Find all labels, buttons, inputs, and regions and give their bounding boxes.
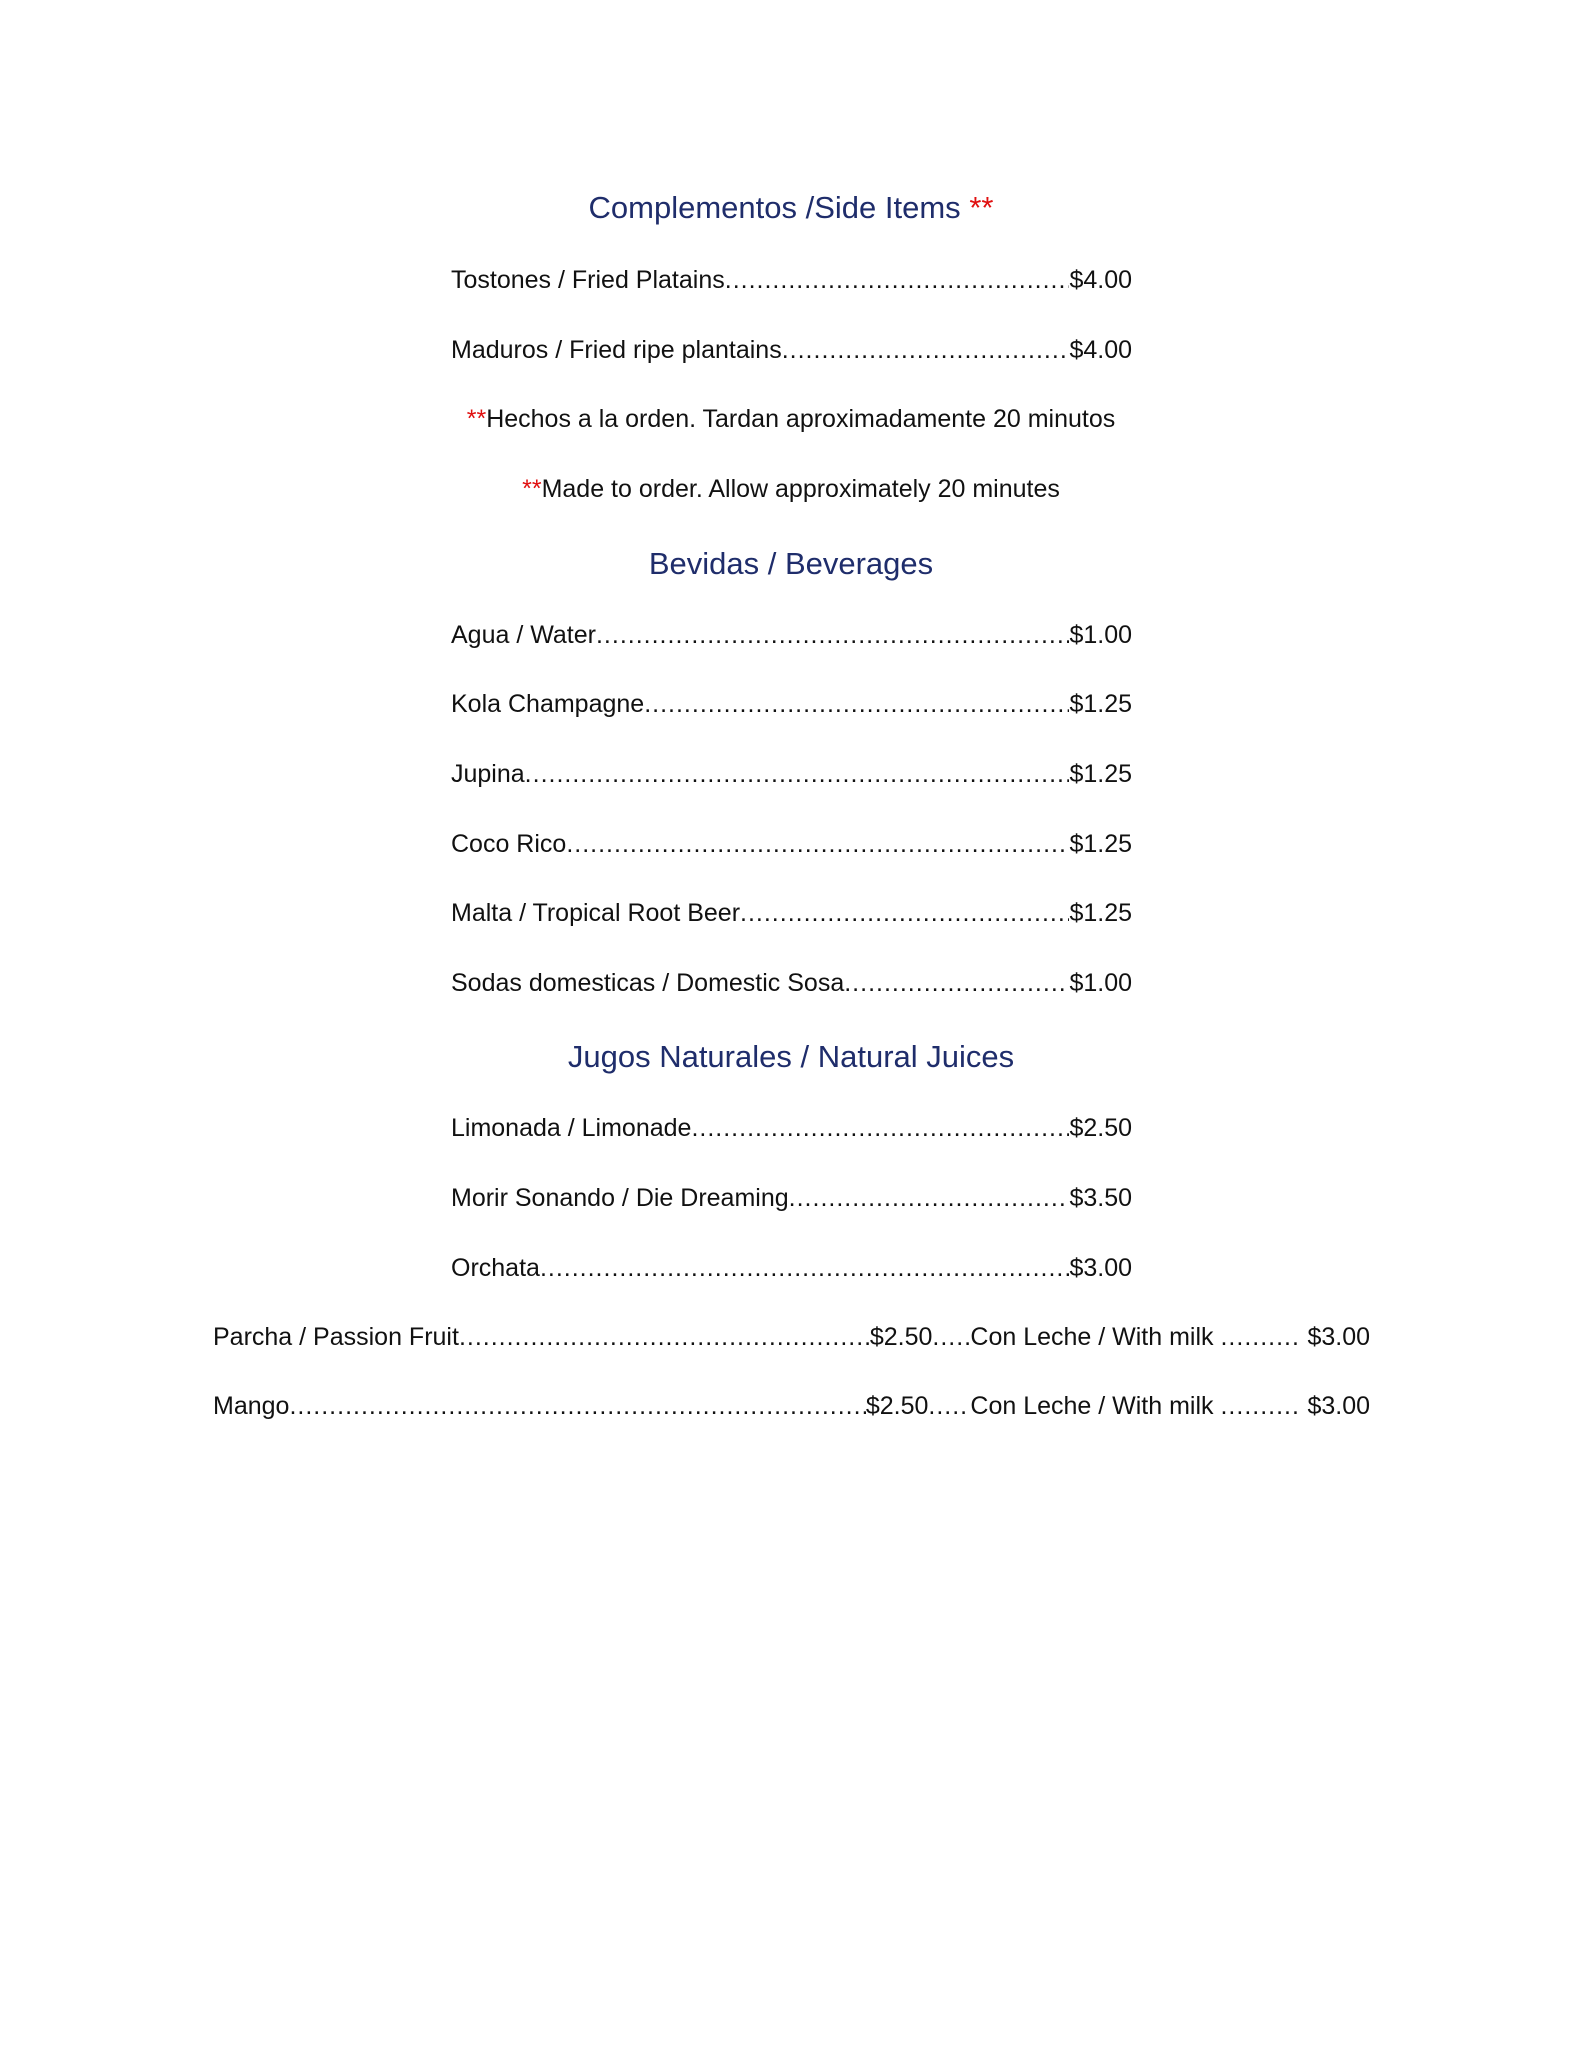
note-spanish: **Hechos a la orden. Tardan aproximadamente 20 minutos [466,405,1116,433]
menu-item: Malta / Tropical Root Beer ..... $1.25 [451,899,1132,928]
section-heading-juices: Jugos Naturales / Natural Juices [567,1039,1015,1074]
menu-item-dual: Mango ..... $2.50 ..... Con Leche / With milk ..... $3.00 [213,1392,1370,1421]
menu-item-dual: Parcha / Passion Fruit ..... $2.50 ..... Con Leche / With milk ..... $3.00 [213,1323,1370,1352]
menu-item: Coco Rico ..... $1.25 [451,830,1132,859]
menu-item: Sodas domesticas / Domestic Sosa ..... $1.00 [451,969,1132,998]
section-heading-side-items: Complementos /Side Items ** [588,190,994,225]
menu-item: Orchata ..... $3.00 [451,1254,1132,1283]
menu-item: Limonada / Limonade ..... $2.50 [451,1114,1132,1143]
menu-item: Kola Champagne ..... $1.25 [451,690,1132,719]
menu-item: Agua / Water ..... $1.00 [451,621,1132,650]
menu-item: Maduros / Fried ripe plantains ..... $4.00 [451,336,1132,365]
menu-item: Jupina ..... $1.25 [451,760,1132,789]
note-english: **Made to order. Allow approximately 20 minutes [522,475,1060,503]
menu-item: Tostones / Fried Platains ..... $4.00 [451,266,1132,295]
menu-item: Morir Sonando / Die Dreaming ..... $3.50 [451,1184,1132,1213]
section-heading-beverages: Bevidas / Beverages [648,546,934,581]
